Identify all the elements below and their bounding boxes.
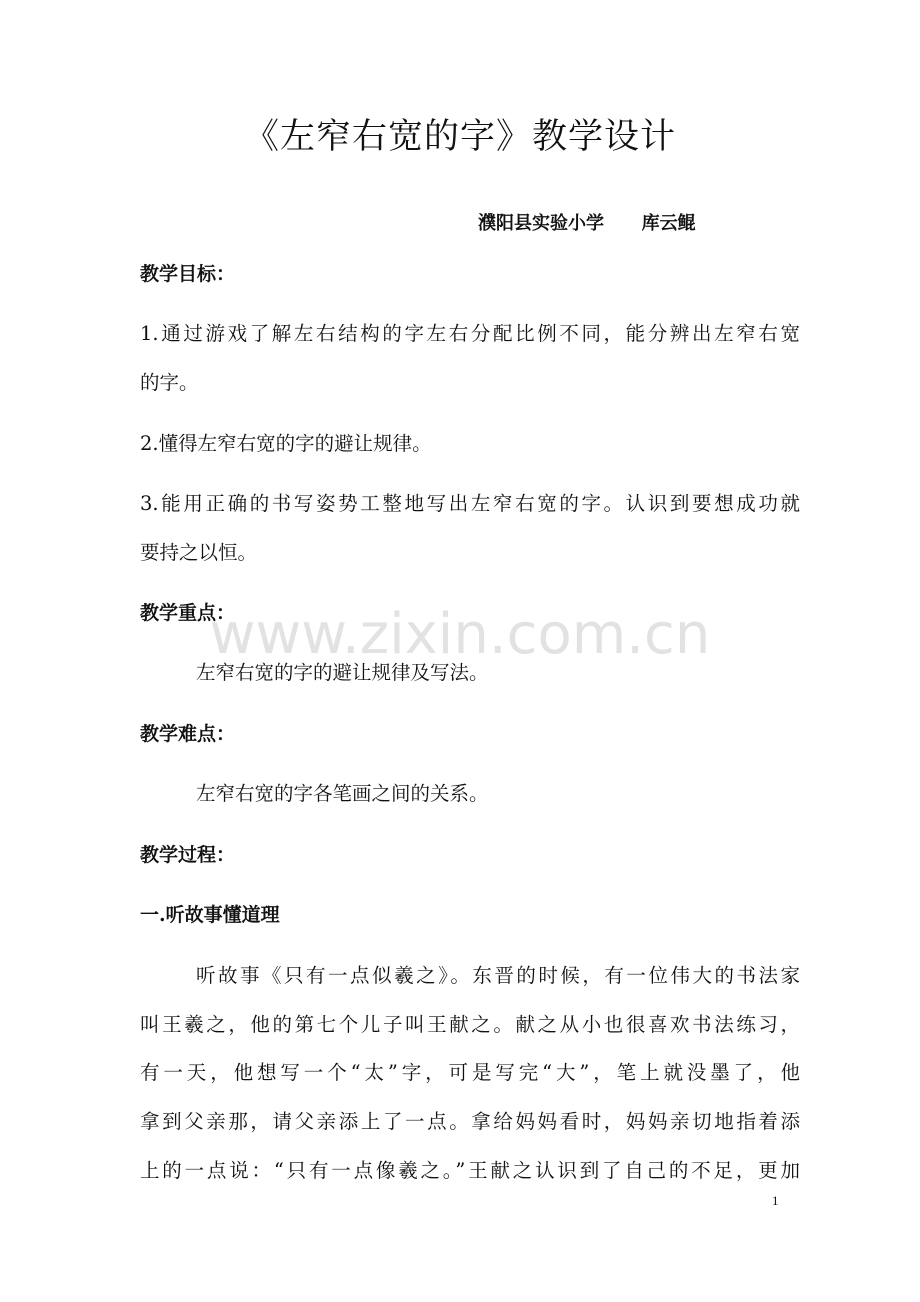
watermark: www.zixin.com.cn (209, 602, 711, 667)
objective-line: 的字。 (140, 371, 199, 394)
story-line: 听故事《只有一点似羲之》。东晋的时候，有一位伟大的书法家 (196, 964, 800, 987)
author-line: 濮阳县实验小学 库云鲲 (478, 213, 696, 234)
key-points-heading: 教学重点： (140, 602, 236, 624)
key-points-text: 左窄右宽的字的避让规律及写法。 (196, 661, 489, 684)
document-title: 《左窄右宽的字》教学设计 (243, 117, 676, 157)
process-heading: 教学过程： (140, 844, 236, 866)
objective-line: 要持之以恒。 (140, 541, 258, 564)
story-line: 有一天，他想写一个“太”字，可是写完“大”，笔上就没墨了，他 (140, 1061, 800, 1084)
difficulty-heading: 教学难点： (140, 723, 236, 745)
objective-line: 3.能用正确的书写姿势工整地写出左窄右宽的字。认识到要想成功就 (140, 492, 800, 515)
page-number: 1 (772, 1193, 779, 1208)
objective-line: 2.懂得左窄右宽的字的避让规律。 (140, 432, 432, 455)
story-line: 上的一点说：“只有一点像羲之。”王献之认识到了自己的不足，更加 (140, 1159, 800, 1182)
objectives-heading: 教学目标： (140, 263, 236, 285)
objective-line: 1.通过游戏了解左右结构的字左右分配比例不同，能分辨出左窄右宽 (140, 322, 800, 345)
difficulty-text: 左窄右宽的字各笔画之间的关系。 (196, 782, 489, 805)
section-heading: 一.听故事懂道理 (140, 904, 280, 926)
story-line: 叫王羲之，他的第七个儿子叫王献之。献之从小也很喜欢书法练习， (140, 1013, 800, 1036)
story-line: 拿到父亲那，请父亲添上了一点。拿给妈妈看时，妈妈亲切地指着添 (140, 1110, 800, 1133)
